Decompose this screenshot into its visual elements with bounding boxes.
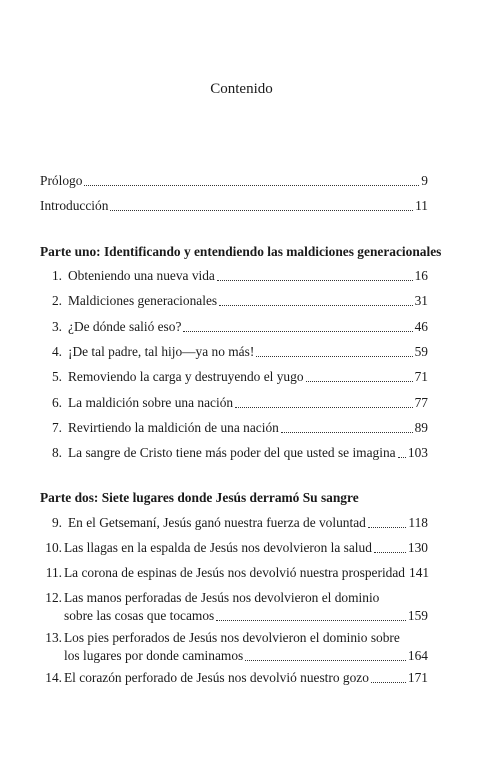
entry-label: Revirtiendo la maldición de una nación — [68, 420, 279, 435]
entry-label: Los pies perforados de Jesús nos devolvieron el dominio sobre — [64, 630, 400, 645]
entry-page: 118 — [408, 515, 428, 530]
part-heading: Parte uno: Identificando y entendiendo las maldiciones generacionales — [40, 244, 442, 259]
toc-entry — [40, 444, 428, 462]
entry-label: La sangre de Cristo tiene más poder del que usted se imagina — [68, 445, 396, 460]
entry-page: 16 — [414, 268, 428, 283]
leader-dots — [281, 431, 413, 433]
entry-page: 103 — [407, 445, 428, 460]
toc-entry — [40, 419, 428, 437]
leader-dots — [235, 406, 413, 408]
entry-number: 12. — [45, 590, 62, 605]
entry-label: Prólogo — [40, 173, 83, 188]
leader-dots — [245, 659, 406, 661]
entry-label: Las llagas en la espalda de Jesús nos devolvieron la salud — [64, 540, 372, 555]
toc-entry — [40, 514, 428, 532]
entry-page: 89 — [414, 420, 428, 435]
entry-label: Obteniendo una nueva vida — [68, 268, 215, 283]
toc-entry — [40, 197, 428, 215]
entry-number: 5. — [51, 369, 62, 384]
leader-dots — [217, 279, 413, 281]
leader-dots — [306, 380, 413, 382]
toc-entry — [40, 318, 428, 336]
entry-number: 3. — [51, 319, 62, 334]
toc-entry — [40, 172, 428, 190]
toc-entry — [40, 564, 428, 582]
entry-label-continued: los lugares por donde caminamos — [64, 648, 244, 663]
entry-label: La maldición sobre una nación — [68, 395, 234, 410]
entry-label-continued: sobre las cosas que tocamos — [64, 608, 215, 623]
leader-dots — [183, 330, 412, 332]
entry-number: 7. — [51, 420, 62, 435]
leader-dots — [398, 456, 406, 458]
leader-dots — [110, 209, 413, 211]
leader-dots — [216, 619, 406, 621]
entry-number: 10. — [45, 540, 62, 555]
entry-label: Maldiciones generacionales — [68, 293, 218, 308]
entry-page: 46 — [414, 319, 428, 334]
entry-label: ¿De dónde salió eso? — [68, 319, 182, 334]
entry-number: 11. — [45, 565, 62, 580]
entry-label: Introducción — [40, 198, 109, 213]
entry-number: 13. — [45, 630, 62, 645]
leader-dots — [219, 304, 413, 306]
entry-page: 71 — [414, 369, 428, 384]
toc-entry — [40, 267, 428, 285]
entry-number: 9. — [51, 515, 62, 530]
entry-page: 171 — [407, 670, 428, 685]
entry-page: 141 — [409, 565, 430, 580]
entry-label: Removiendo la carga y destruyendo el yugo — [68, 369, 304, 384]
leader-dots — [256, 355, 412, 357]
entry-number: 14. — [45, 670, 62, 685]
entry-label: La corona de espinas de Jesús nos devolvió nuestra prosperidad — [64, 565, 405, 580]
toc-entry — [40, 394, 428, 412]
entry-number: 6. — [51, 395, 62, 410]
entry-number: 2. — [51, 293, 62, 308]
entry-label: Las manos perforadas de Jesús nos devolvieron el dominio — [64, 590, 380, 605]
entry-page: 77 — [414, 395, 428, 410]
leader-dots — [371, 681, 406, 683]
entry-page: 59 — [414, 344, 428, 359]
toc-entry — [40, 589, 428, 625]
toc-entry — [40, 292, 428, 310]
toc-entry — [40, 343, 428, 361]
entry-page: 164 — [407, 648, 428, 663]
entry-number: 1. — [51, 268, 62, 283]
entry-number: 8. — [51, 445, 62, 460]
page-title: Contenido — [210, 81, 273, 97]
toc-entry — [40, 368, 428, 386]
toc-entry — [40, 669, 428, 687]
entry-page: 159 — [407, 608, 428, 623]
leader-dots — [84, 184, 419, 186]
entry-page: 130 — [407, 540, 428, 555]
entry-page: 31 — [414, 293, 428, 308]
entry-page: 11 — [415, 198, 428, 213]
entry-number: 4. — [51, 344, 62, 359]
leader-dots — [374, 551, 406, 553]
entry-label: El corazón perforado de Jesús nos devolvió nuestro gozo — [64, 670, 369, 685]
toc-entry — [40, 539, 428, 557]
entry-label: En el Getsemaní, Jesús ganó nuestra fuerza de voluntad — [68, 515, 366, 530]
entry-label: ¡De tal padre, tal hijo—ya no más! — [68, 344, 255, 359]
toc-entry — [40, 629, 428, 665]
leader-dots — [368, 526, 407, 528]
part-heading: Parte dos: Siete lugares donde Jesús derramó Su sangre — [40, 490, 359, 505]
entry-page: 9 — [421, 173, 428, 188]
